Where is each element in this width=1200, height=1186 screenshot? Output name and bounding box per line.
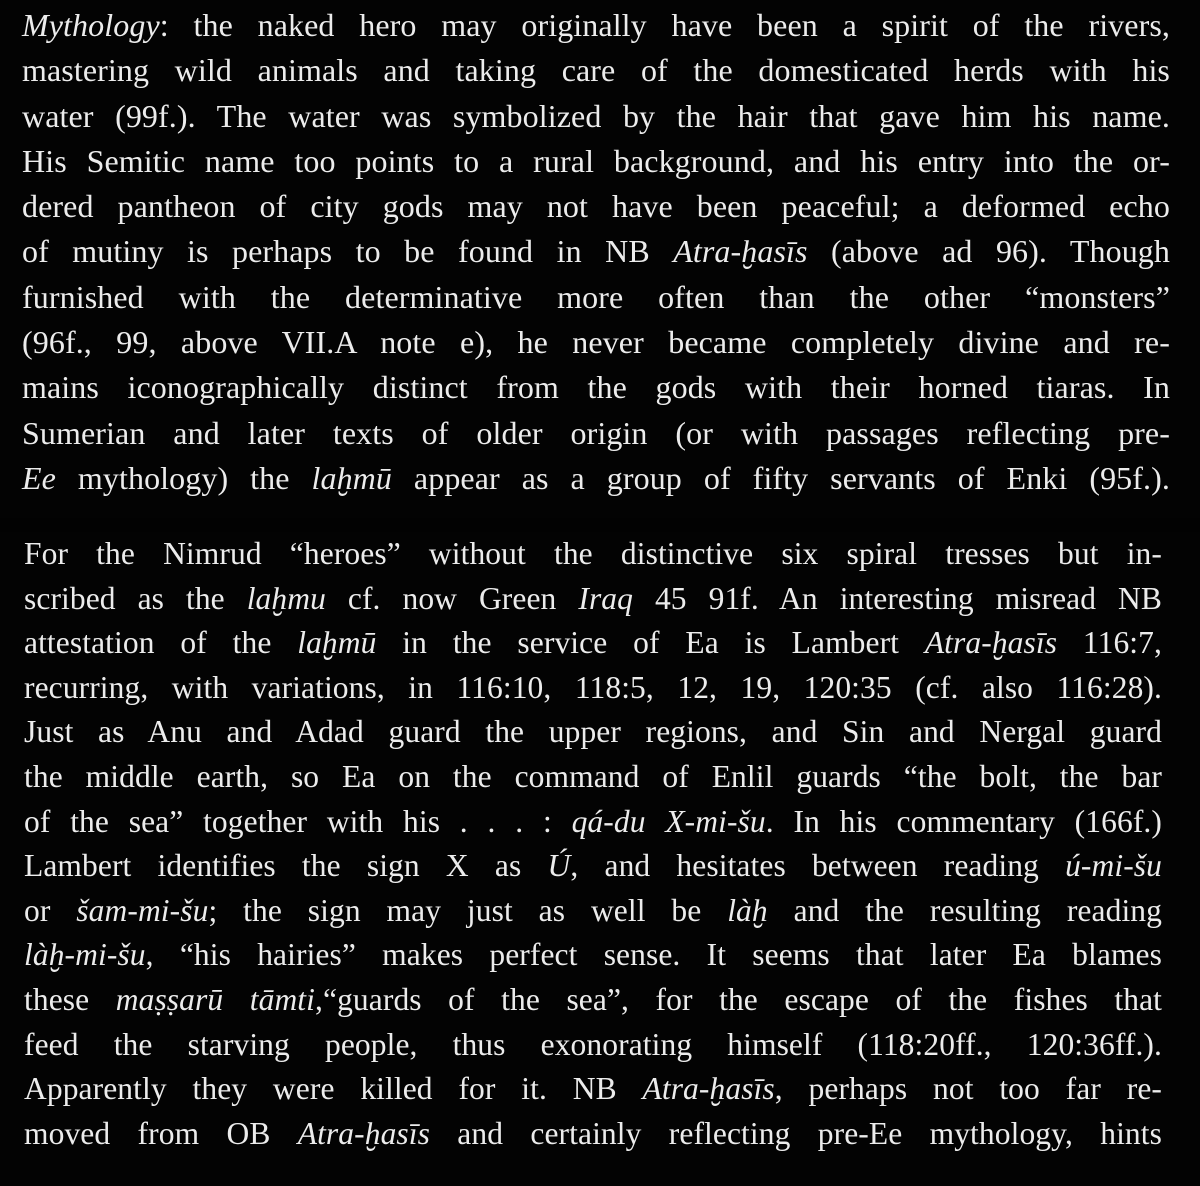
text-line	[22, 456, 1170, 501]
text-segment: feed the starving people, thus exonorating himself (118:20ff., 120:36ff.).	[24, 1026, 1162, 1062]
text-line	[24, 532, 1162, 577]
italic-term: laḫmū	[311, 459, 392, 496]
text-line	[24, 933, 1162, 978]
text-segment: furnished with the determinative more often than the other “monsters”	[22, 278, 1170, 315]
text-line	[24, 666, 1162, 711]
italic-term: qá-du X-mi-šu	[571, 803, 766, 839]
text-segment: , “his hairies” makes perfect sense. It seems that later Ea blames	[145, 937, 1162, 973]
text-segment: recurring, with variations, in 116:10, 118:5, 12, 19, 120:35 (cf. also 116:28).	[24, 669, 1162, 705]
text-line	[24, 577, 1162, 622]
italic-term: làḫ-mi-šu	[24, 937, 146, 973]
text-segment: , perhaps not too far re-	[774, 1071, 1162, 1107]
text-segment: Lambert identifies the sign X as	[24, 848, 548, 884]
text-line	[24, 844, 1162, 889]
text-segment: For the Nimrud “heroes” without the distinctive six spiral tresses but in-	[24, 536, 1162, 571]
text-segment: (96f., 99, above VII.A note e), he never became completely divine and re-	[22, 324, 1170, 361]
text-segment: water (99f.). The water was symbolized by the hair that gave him his name.	[22, 97, 1170, 134]
text-line	[22, 229, 1170, 274]
italic-term: Iraq	[578, 580, 634, 616]
text-segment: mastering wild animals and taking care of the domesticated herds with his	[22, 52, 1170, 89]
italic-term: ú-mi-šu	[1065, 848, 1163, 884]
text-line	[22, 94, 1170, 139]
text-line	[24, 978, 1162, 1023]
text-segment: moved from OB	[24, 1115, 298, 1151]
text-line	[24, 889, 1162, 934]
text-line	[22, 365, 1170, 410]
italic-term: Mythology	[22, 7, 160, 43]
text-line	[24, 800, 1162, 845]
text-line	[22, 184, 1170, 229]
text-line	[24, 1023, 1162, 1068]
text-line	[22, 411, 1170, 456]
text-segment: the middle earth, so Ea on the command of Enlil guards “the bolt, the bar	[24, 758, 1162, 794]
text-segment: appear as a group of fifty servants of Enki (95f.).	[391, 459, 1170, 496]
text-segment: His Semitic name too points to a rural background, and his entry into the or-	[22, 142, 1170, 179]
italic-term: Ú	[547, 848, 571, 884]
italic-term: laḫmu	[246, 580, 326, 616]
text-segment: ; the sign may just as well be	[208, 892, 728, 928]
text-segment: cf. now Green	[325, 580, 579, 616]
text-segment: ,“guards of the sea”, for the escape of the fishes that	[315, 981, 1163, 1017]
text-segment: in the service of Ea is Lambert	[376, 625, 925, 661]
text-segment: : the naked hero may originally have been a spirit of the rivers,	[159, 7, 1170, 43]
text-line	[24, 755, 1162, 800]
italic-term: Atra-ḫasīs	[642, 1071, 775, 1107]
text-line	[22, 48, 1170, 93]
text-segment: , and hesitates between reading	[570, 848, 1066, 884]
text-segment: mythology) the	[55, 459, 312, 496]
italic-term: Atra-ḫasīs	[924, 625, 1058, 661]
text-segment: (above ad 96). Though	[807, 233, 1170, 270]
paragraph-mythology	[22, 3, 1170, 501]
text-segment: and certainly reflecting pre-Ee mythology, hints	[430, 1115, 1162, 1151]
text-line	[22, 3, 1170, 48]
text-segment: Apparently they were killed for it. NB	[24, 1071, 643, 1107]
text-segment: dered pantheon of city gods may not have been peaceful; a deformed echo	[22, 188, 1170, 225]
section-divider	[0, 518, 1200, 532]
text-line	[24, 1067, 1162, 1112]
italic-term: maṣṣarū tāmti	[115, 981, 316, 1017]
text-segment: of the sea” together with his . . . :	[24, 803, 572, 839]
text-segment: Just as Anu and Adad guard the upper regions, and Sin and Nergal guard	[24, 714, 1162, 750]
paragraph-nimrud-heroes	[24, 532, 1162, 1156]
text-line	[22, 320, 1170, 365]
italic-term: Atra-ḫasīs	[297, 1115, 430, 1151]
italic-term: Ee	[22, 459, 56, 496]
text-line	[22, 275, 1170, 320]
text-segment: or	[24, 892, 77, 928]
text-line	[24, 710, 1162, 755]
text-segment: and the resulting reading	[767, 892, 1162, 928]
text-segment: these	[24, 981, 116, 1017]
text-segment: . In his commentary (166f.)	[765, 803, 1162, 839]
italic-term: Atra-ḫasīs	[673, 233, 808, 270]
italic-term: làḫ	[727, 892, 768, 928]
text-line	[24, 1112, 1162, 1157]
text-line	[22, 139, 1170, 184]
italic-term: laḫmū	[297, 625, 377, 661]
text-segment: 45 91f. An interesting misread NB	[633, 580, 1163, 616]
text-line	[24, 621, 1162, 666]
text-segment: of mutiny is perhaps to be found in NB	[22, 233, 674, 270]
text-segment: scribed as the	[24, 580, 247, 616]
text-segment: Sumerian and later texts of older origin (or with passages reflecting pre-	[22, 414, 1170, 451]
italic-term: šam-mi-šu	[76, 892, 209, 928]
text-segment: attestation of the	[24, 625, 298, 661]
text-segment: mains iconographically distinct from the gods with their horned tiaras. In	[22, 369, 1170, 406]
text-segment: 116:7,	[1057, 625, 1162, 661]
